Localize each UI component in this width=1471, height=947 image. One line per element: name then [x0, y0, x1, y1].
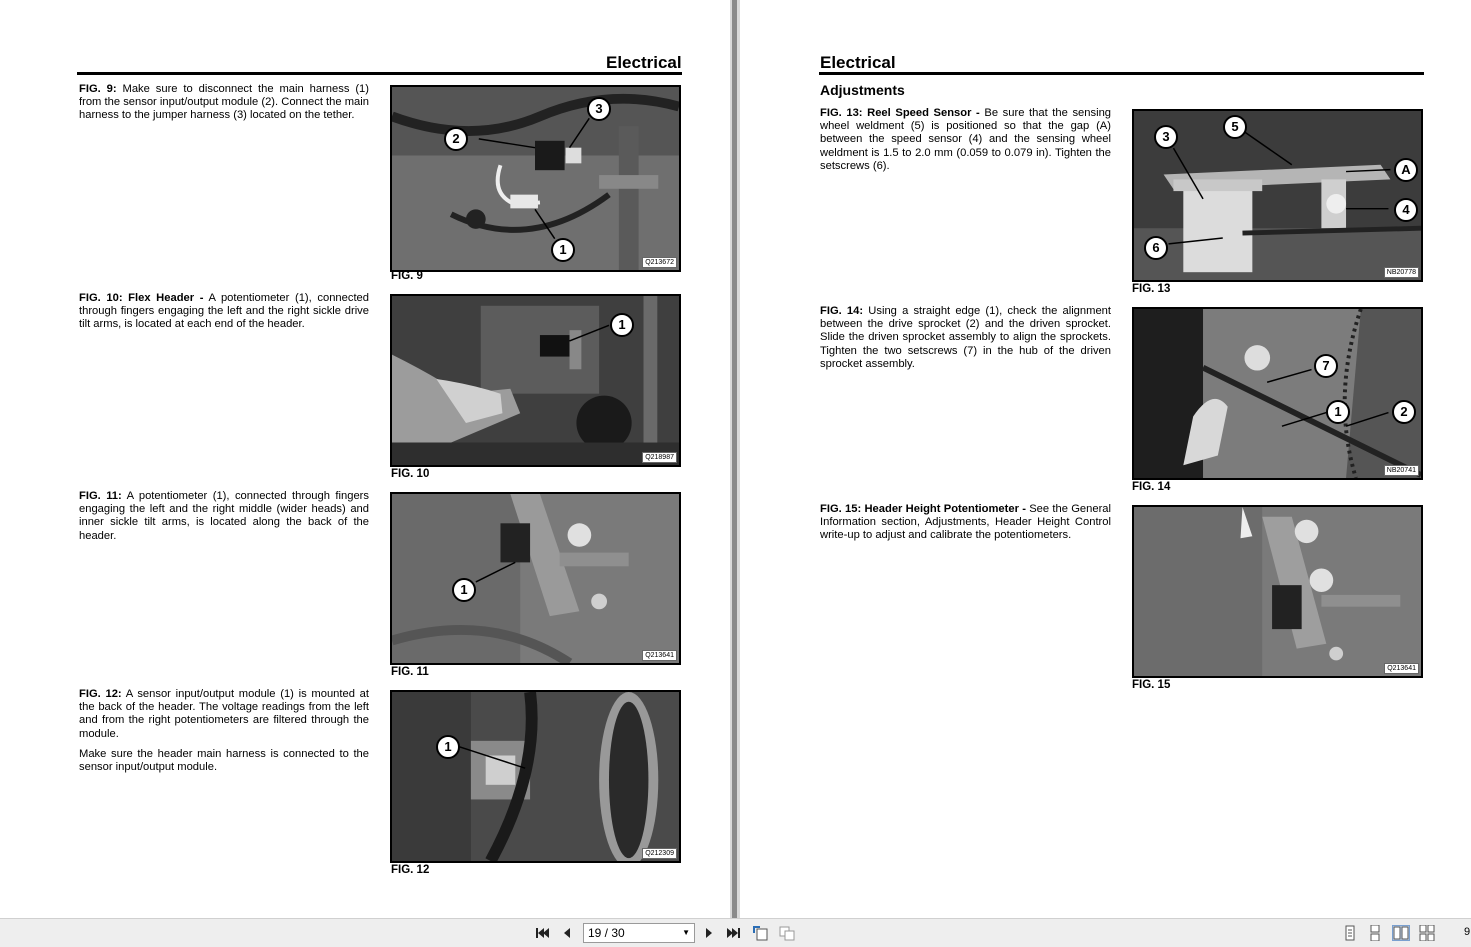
fig9-callout-3: 3 [587, 97, 611, 121]
fig13-callout-5: 5 [1223, 115, 1247, 139]
fig12-photo [390, 690, 681, 863]
fig11-description: FIG. 11: A potentiometer (1), connected through fingers engaging the left and the right middle (wider heads) and inner sickle tilt arms, is located along the back of the header. [79, 490, 369, 542]
last-page-icon[interactable] [725, 925, 743, 941]
fig15-code: Q213641 [1384, 663, 1419, 674]
single-page-view-icon[interactable] [1341, 925, 1359, 941]
fig13-callout-3: 3 [1154, 125, 1178, 149]
fig13-description: FIG. 13: Reel Speed Sensor - Be sure that the sensing wheel weldment (5) is positioned so that the gap (A) between the speed sensor (4) and the sensing wheel weldment is 1.5 to 2.0 mm (0.059 to 0.079 in). Tighten the setscrews (6). [820, 107, 1112, 172]
fig12-callout-1: 1 [436, 735, 460, 759]
facing-pages-view-icon[interactable] [1392, 925, 1410, 941]
chevron-down-icon: ▼ [682, 928, 690, 937]
page-indicator: 19 / 30 [588, 926, 625, 940]
page-divider [730, 0, 740, 918]
page-title: Electrical [606, 53, 682, 72]
fig13-callout-A: A [1394, 158, 1418, 182]
next-page-icon[interactable] [700, 925, 718, 941]
continuous-view-icon[interactable] [1366, 925, 1384, 941]
fig13-code: NB20778 [1384, 267, 1419, 278]
fig13-photo [1132, 109, 1423, 282]
page-number-select[interactable] [583, 923, 695, 943]
fig14-callout-1: 1 [1326, 400, 1350, 424]
fig10-photo [390, 294, 681, 467]
fig13-callout-4: 4 [1394, 198, 1418, 222]
fig13-caption: FIG. 13 [1132, 283, 1171, 295]
fig11-callout-1: 1 [452, 578, 476, 602]
fig9-callout-2: 2 [444, 127, 468, 151]
fig11-caption: FIG. 11 [391, 666, 429, 678]
page-title: Electrical [820, 53, 896, 72]
fig14-code: NB20741 [1384, 465, 1419, 476]
fig13-callout-6: 6 [1144, 236, 1168, 260]
fig10-callout-1: 1 [610, 313, 634, 337]
fig14-photo [1132, 307, 1423, 480]
fit-page-icon[interactable] [778, 925, 796, 941]
fig14-callout-7: 7 [1314, 354, 1338, 378]
fig9-callout-1: 1 [551, 238, 575, 262]
fig9-description: FIG. 9: Make sure to disconnect the main harness (1) from the sensor input/output module (2). Connect the main harness to the jumper harness (3) located on the tether. [79, 83, 370, 122]
fig11-photo [390, 492, 681, 665]
fig15-description: FIG. 15: Header Height Potentiometer - See the General Information section, Adjustments, Header Height Control write-up to adjust and calibrate the potentiometers. [820, 503, 1112, 542]
fig12-code: Q212309 [642, 848, 677, 859]
zoom-level[interactable]: 9 [1464, 926, 1471, 938]
previous-page-icon[interactable] [558, 925, 576, 941]
first-page-icon[interactable] [533, 925, 551, 941]
viewer-toolbar [0, 918, 1471, 947]
title-rule [819, 72, 1424, 75]
fig12-note: Make sure the header main harness is connected to the sensor input/output module. [79, 748, 369, 774]
fig9-caption: FIG. 9 [391, 270, 423, 282]
rotate-icon[interactable] [752, 925, 770, 941]
subheading: Adjustments [820, 82, 905, 98]
title-rule [77, 72, 682, 75]
fig9-code: Q213672 [642, 257, 677, 268]
fig12-caption: FIG. 12 [391, 864, 430, 876]
fig12-description: FIG. 12: A sensor input/output module (1) is mounted at the back of the header. The voltage readings from the left and from the right potentiometers are filtered through the module. [79, 688, 370, 740]
fig10-description: FIG. 10: Flex Header - A potentiometer (1), connected through fingers engaging the left and the right sickle drive tilt arms, is located at each end of the header. [79, 292, 369, 331]
left-page [0, 0, 730, 918]
fig10-code: Q218987 [642, 452, 677, 463]
fig10-caption: FIG. 10 [391, 468, 430, 480]
fig14-description: FIG. 14: Using a straight edge (1), check the alignment between the drive sprocket (2) and the driven sprocket. Slide the driven sprocket assembly to align the sprockets. Tighten the two setscrews (7) in the hub of the driven sprocket assembly. [820, 305, 1111, 370]
fig15-caption: FIG. 15 [1132, 679, 1171, 691]
fig9-photo [390, 85, 681, 272]
right-page [740, 0, 1471, 918]
fig15-photo [1132, 505, 1423, 678]
fig14-caption: FIG. 14 [1132, 481, 1171, 493]
fig11-code: Q213641 [642, 650, 677, 661]
fig14-callout-2: 2 [1392, 400, 1416, 424]
facing-continuous-view-icon[interactable] [1418, 925, 1436, 941]
